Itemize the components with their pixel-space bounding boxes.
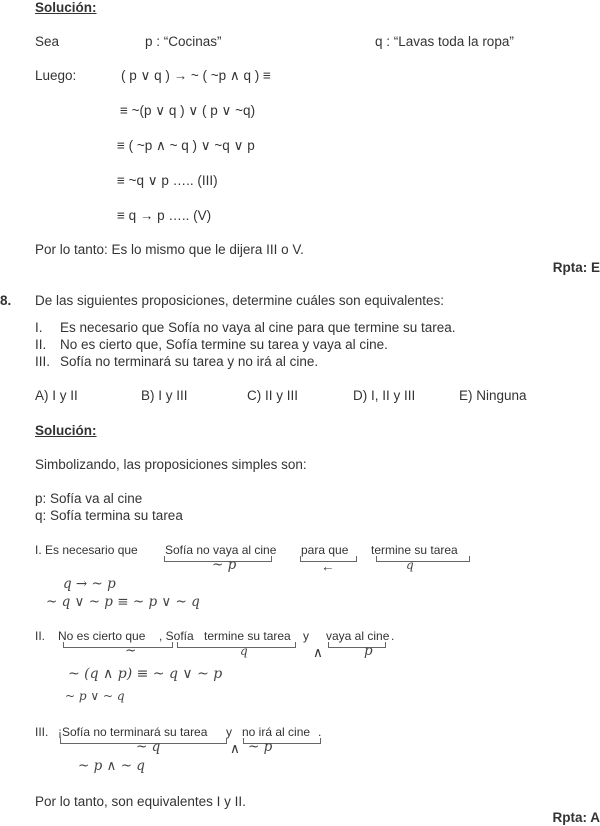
question-statement: De las siguientes proposiciones, determine cuáles son equivalentes: bbox=[35, 293, 444, 308]
analysis-i-seg3: termine su tarea bbox=[371, 543, 458, 557]
analysis-iii-end: . bbox=[318, 725, 322, 739]
simbolizando-text: Simbolizando, las proposiciones simples son: bbox=[35, 457, 307, 472]
formula-i-2: ~ q ∨ ~ p ≡ ~ p ∨ ~ q bbox=[46, 594, 200, 610]
brace-ii-3 bbox=[328, 642, 386, 648]
conclusion-2: Por lo tanto, son equivalentes I y II. bbox=[35, 794, 246, 809]
item-3-text: Sofía no terminará su tarea y no irá al cine. bbox=[60, 354, 319, 369]
p-symbol-def: p: Sofía va al cine bbox=[35, 491, 143, 506]
formula-iii-1: ~ p ∧ ~ q bbox=[78, 758, 145, 774]
brace-i-3 bbox=[376, 556, 470, 562]
option-b: B) I y III bbox=[141, 388, 188, 403]
analysis-i-seg1: Sofía no vaya al cine bbox=[165, 543, 277, 557]
answer-1: Rpta: E bbox=[552, 260, 600, 275]
item-3-roman: III. bbox=[35, 354, 51, 369]
sym-i-2: ← bbox=[321, 559, 335, 574]
analysis-ii-mid2: y bbox=[303, 629, 309, 643]
item-1-text: Es necesario que Sofía no vaya al cine para que termine su tarea. bbox=[60, 320, 456, 335]
analysis-ii-mid1: , Sofía bbox=[159, 629, 194, 643]
analysis-ii-prefix: II. bbox=[35, 629, 46, 643]
sym-i-1: ~ p bbox=[212, 557, 237, 573]
analysis-ii-seg1: No es cierto que bbox=[58, 629, 146, 643]
step-1: ( p ∨ q ) → ~ ( ~p ∧ q ) ≡ bbox=[121, 68, 271, 83]
analysis-iii-seg2: no irá al cine bbox=[242, 725, 311, 739]
analysis-iii-seg1: ¡Sofía no terminará su tarea bbox=[58, 725, 208, 739]
conclusion-1: Por lo tanto: Es lo mismo que le dijera III o V. bbox=[35, 242, 304, 257]
analysis-ii-seg2: termine su tarea bbox=[204, 629, 291, 643]
step-5: ≡ q → p ….. (V) bbox=[117, 208, 212, 223]
question-number: 8. bbox=[0, 293, 12, 308]
analysis-ii-end: . bbox=[391, 629, 395, 643]
analysis-i-prefix: I. Es necesario que bbox=[35, 543, 138, 557]
q-definition: q : “Lavas toda la ropa” bbox=[375, 34, 514, 49]
analysis-iii-mid: y bbox=[226, 725, 232, 739]
answer-2: Rpta: A bbox=[552, 810, 600, 825]
item-2-text: No es cierto que, Sofía termine su tarea y vaya al cine. bbox=[60, 337, 388, 352]
option-e: E) Ninguna bbox=[459, 388, 527, 403]
sym-iii-2: ∧ bbox=[230, 741, 240, 756]
solucion-heading-2: Solución: bbox=[35, 423, 97, 438]
solucion-heading-1: Solución: bbox=[35, 0, 97, 15]
q-symbol-def: q: Sofía termina su tarea bbox=[35, 508, 183, 523]
sym-i-3: q bbox=[406, 558, 414, 572]
analysis-ii-seg3: vaya al cine bbox=[326, 629, 390, 643]
sym-iii-1: ~ q bbox=[136, 739, 161, 755]
option-a: A) I y II bbox=[35, 388, 78, 403]
item-2-roman: II. bbox=[35, 337, 47, 352]
sea-label: Sea bbox=[35, 34, 60, 49]
sym-ii-3: ∧ bbox=[313, 645, 323, 660]
sym-ii-1: ~ bbox=[125, 643, 137, 659]
p-definition: p : “Cocinas” bbox=[145, 34, 222, 49]
brace-ii-2 bbox=[177, 642, 296, 648]
brace-ii-1 bbox=[63, 642, 173, 648]
step-3: ≡ ( ~p ∧ ~ q ) ∨ ~q ∨ p bbox=[117, 138, 255, 153]
sym-ii-2: q bbox=[240, 644, 248, 658]
option-c: C) II y III bbox=[247, 388, 299, 403]
formula-ii-1: ~ (q ∧ p) ≡ ~ q ∨ ~ p bbox=[68, 666, 223, 682]
analysis-iii-prefix: III. bbox=[35, 725, 49, 739]
sym-iii-3: ~ p bbox=[248, 739, 273, 755]
step-2: ≡ ~(p ∨ q ) ∨ ( p ∨ ~q) bbox=[120, 103, 256, 118]
luego-label: Luego: bbox=[35, 68, 77, 83]
formula-i-1: q → ~ p bbox=[63, 576, 116, 592]
item-1-roman: I. bbox=[35, 320, 43, 335]
formula-ii-2: ~ p ∨ ~ q bbox=[65, 689, 125, 703]
analysis-i-seg2: para que bbox=[301, 543, 349, 557]
sym-ii-4: p bbox=[364, 643, 373, 659]
step-4: ≡ ~q ∨ p ….. (III) bbox=[117, 173, 218, 188]
option-d: D) I, II y III bbox=[353, 388, 416, 403]
